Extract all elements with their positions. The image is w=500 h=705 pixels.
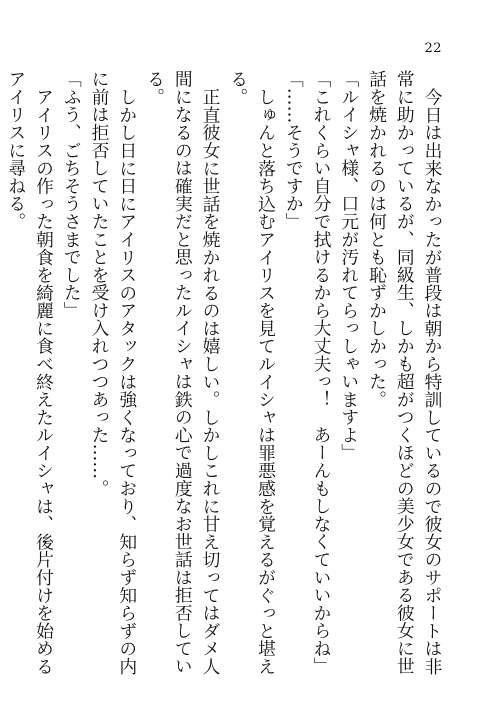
page-number: 22 — [424, 41, 442, 56]
dialogue-line: 「……そうですか」 — [283, 70, 305, 231]
dialogue-line: 「これくらい自分で拭けるから大丈夫っ！ あーんもしなくていいからね」 — [311, 70, 332, 675]
paragraph: しゅんと落ち込むアイリスを見てルイシャは罪悪感を覚えるがぐっと堪える。 — [227, 70, 277, 675]
paragraph: しかし日に日にアイリスのアタックは強くなっており、知らず知らずの内に前は拒否していたことを受け入れつつあった……。 — [89, 70, 138, 675]
paragraph: 今日は出来なかったが普段は朝から特訓しているので彼女のサポートは非常に助かっているが、同級生、しかも超がつくほどの美少女である彼女に世話を焼かれるのは何とも恥ずかしかった。 — [366, 70, 443, 675]
paragraph: 正直彼女に世話を焼かれるのは嬉しい。しかしこれに甘え切ってはダメ人間になるのは確実だと思ったルイシャは鉄の心で過度なお世話は拒否している。 — [144, 70, 221, 675]
dialogue-line: 「ふう、ごちそうさまでした」 — [61, 70, 83, 320]
vertical-text-body — [5, 70, 446, 680]
dialogue-line: 「ルイシャ様、口元が汚れてらっしゃいますよ」 — [338, 70, 360, 462]
dialogue-line — [0, 70, 2, 680]
paragraph: アイリスの作った朝食を綺麗に食べ終えたルイシャは、後片付けを始めるアイリスに尋ねる。 — [5, 70, 55, 675]
